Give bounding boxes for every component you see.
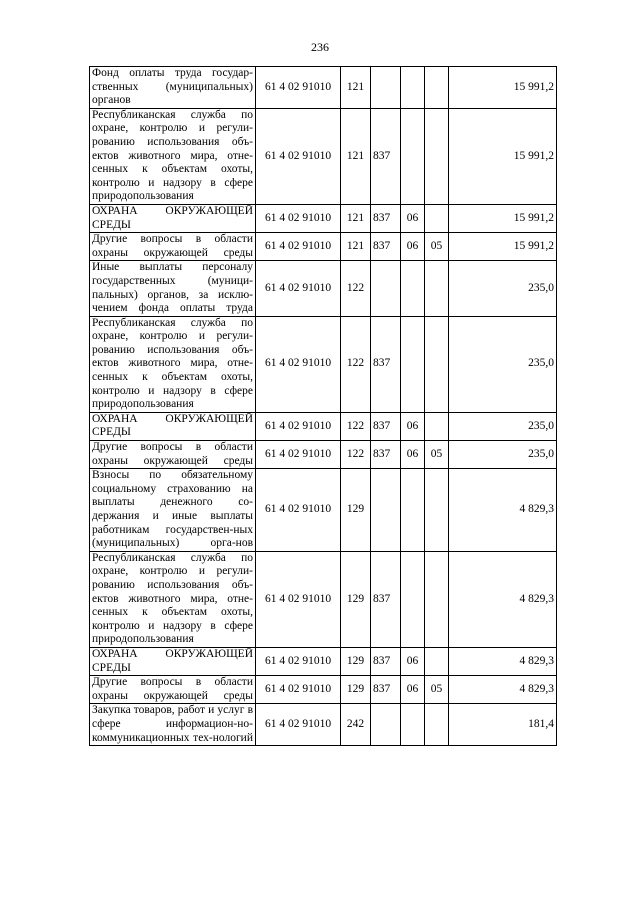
- row-amount: 235,0: [449, 441, 557, 469]
- row-expense-type: 129: [341, 551, 371, 647]
- row-name: Другие вопросы в области охраны окружающей среды: [90, 441, 256, 469]
- row-target-article: 61 4 02 91010: [256, 704, 341, 746]
- table-row: [90, 647, 557, 675]
- row-target-article: 61 4 02 91010: [256, 676, 341, 704]
- row-section: [401, 316, 425, 412]
- row-amount: 4 829,3: [449, 676, 557, 704]
- row-target-article: 61 4 02 91010: [256, 261, 341, 316]
- row-expense-type: 121: [341, 108, 371, 204]
- row-administrator: 837: [371, 108, 401, 204]
- row-expense-type: 129: [341, 647, 371, 675]
- table-row: [90, 469, 557, 552]
- row-section: [401, 469, 425, 552]
- row-section: [401, 67, 425, 109]
- row-target-article: 61 4 02 91010: [256, 647, 341, 675]
- table-row: [90, 67, 557, 109]
- row-expense-type: 122: [341, 412, 371, 440]
- row-amount: 235,0: [449, 412, 557, 440]
- row-name: Другие вопросы в области охраны окружающей среды: [90, 233, 256, 261]
- row-section: 06: [401, 647, 425, 675]
- row-administrator: [371, 67, 401, 109]
- row-amount: 15 991,2: [449, 204, 557, 232]
- row-target-article: 61 4 02 91010: [256, 316, 341, 412]
- row-amount: 181,4: [449, 704, 557, 746]
- row-administrator: 837: [371, 441, 401, 469]
- row-administrator: [371, 704, 401, 746]
- row-name: Республиканская служба по охране, контролю и регули-рованию использования объ-ектов животного мира, отне-сенных к объектам охоты, контролю и надзору в сфере природопользования: [90, 551, 256, 647]
- row-administrator: 837: [371, 551, 401, 647]
- budget-table: [89, 66, 557, 746]
- row-amount: 235,0: [449, 316, 557, 412]
- row-target-article: 61 4 02 91010: [256, 204, 341, 232]
- row-subsection: [425, 204, 449, 232]
- row-amount: 4 829,3: [449, 551, 557, 647]
- row-section: 06: [401, 441, 425, 469]
- table-row: [90, 704, 557, 746]
- row-expense-type: 129: [341, 469, 371, 552]
- row-subsection: [425, 551, 449, 647]
- row-administrator: [371, 261, 401, 316]
- row-target-article: 61 4 02 91010: [256, 441, 341, 469]
- row-section: 06: [401, 233, 425, 261]
- budget-table-body: [90, 67, 557, 746]
- row-subsection: 05: [425, 233, 449, 261]
- row-subsection: [425, 261, 449, 316]
- row-target-article: 61 4 02 91010: [256, 469, 341, 552]
- row-expense-type: 121: [341, 204, 371, 232]
- row-administrator: 837: [371, 233, 401, 261]
- row-subsection: 05: [425, 441, 449, 469]
- row-expense-type: 242: [341, 704, 371, 746]
- row-subsection: [425, 67, 449, 109]
- table-row: [90, 441, 557, 469]
- row-amount: 15 991,2: [449, 67, 557, 109]
- row-section: [401, 551, 425, 647]
- row-amount: 4 829,3: [449, 647, 557, 675]
- row-expense-type: 121: [341, 233, 371, 261]
- row-section: 06: [401, 676, 425, 704]
- table-row: [90, 233, 557, 261]
- table-row: [90, 108, 557, 204]
- row-name: ОХРАНА ОКРУЖАЮЩЕЙ СРЕДЫ: [90, 204, 256, 232]
- row-target-article: 61 4 02 91010: [256, 412, 341, 440]
- row-subsection: [425, 316, 449, 412]
- row-amount: 235,0: [449, 261, 557, 316]
- row-administrator: 837: [371, 204, 401, 232]
- table-row: [90, 261, 557, 316]
- table-row: [90, 204, 557, 232]
- row-subsection: [425, 647, 449, 675]
- row-subsection: [425, 704, 449, 746]
- row-name: Иные выплаты персоналу государственных (муници-пальных) органов, за исклю-чением фонда оплаты труда: [90, 261, 256, 316]
- row-section: [401, 261, 425, 316]
- row-section: [401, 108, 425, 204]
- row-name: Республиканская служба по охране, контролю и регули-рованию использования объ-ектов животного мира, отне-сенных к объектам охоты, контролю и надзору в сфере природопользования: [90, 316, 256, 412]
- row-name: ОХРАНА ОКРУЖАЮЩЕЙ СРЕДЫ: [90, 412, 256, 440]
- row-administrator: 837: [371, 676, 401, 704]
- row-expense-type: 122: [341, 441, 371, 469]
- row-expense-type: 122: [341, 261, 371, 316]
- row-subsection: [425, 412, 449, 440]
- page-number: 236: [311, 40, 329, 54]
- row-target-article: 61 4 02 91010: [256, 67, 341, 109]
- row-administrator: [371, 469, 401, 552]
- row-expense-type: 122: [341, 316, 371, 412]
- row-subsection: 05: [425, 676, 449, 704]
- row-target-article: 61 4 02 91010: [256, 551, 341, 647]
- table-row: [90, 676, 557, 704]
- row-amount: 15 991,2: [449, 108, 557, 204]
- row-expense-type: 121: [341, 67, 371, 109]
- row-administrator: 837: [371, 647, 401, 675]
- row-subsection: [425, 469, 449, 552]
- row-name: Фонд оплаты труда государ-ственных (муниципальных) органов: [90, 67, 256, 109]
- row-amount: 4 829,3: [449, 469, 557, 552]
- table-row: [90, 316, 557, 412]
- row-subsection: [425, 108, 449, 204]
- row-section: [401, 704, 425, 746]
- row-expense-type: 129: [341, 676, 371, 704]
- table-row: [90, 551, 557, 647]
- row-amount: 15 991,2: [449, 233, 557, 261]
- row-name: ОХРАНА ОКРУЖАЮЩЕЙ СРЕДЫ: [90, 647, 256, 675]
- row-target-article: 61 4 02 91010: [256, 233, 341, 261]
- table-row: [90, 412, 557, 440]
- row-name: Другие вопросы в области охраны окружающей среды: [90, 676, 256, 704]
- row-name: Республиканская служба по охране, контролю и регули-рованию использования объ-ектов животного мира, отне-сенных к объектам охоты, контролю и надзору в сфере природопользования: [90, 108, 256, 204]
- row-name: Взносы по обязательному социальному страхованию на выплаты денежного со-держания и иные выплаты работникам государствен-ных (муниципальных) орга-нов: [90, 469, 256, 552]
- row-section: 06: [401, 412, 425, 440]
- row-administrator: 837: [371, 412, 401, 440]
- row-administrator: 837: [371, 316, 401, 412]
- row-section: 06: [401, 204, 425, 232]
- row-target-article: 61 4 02 91010: [256, 108, 341, 204]
- row-name: Закупка товаров, работ и услуг в сфере информацион-но-коммуникационных тех-нологий: [90, 704, 256, 746]
